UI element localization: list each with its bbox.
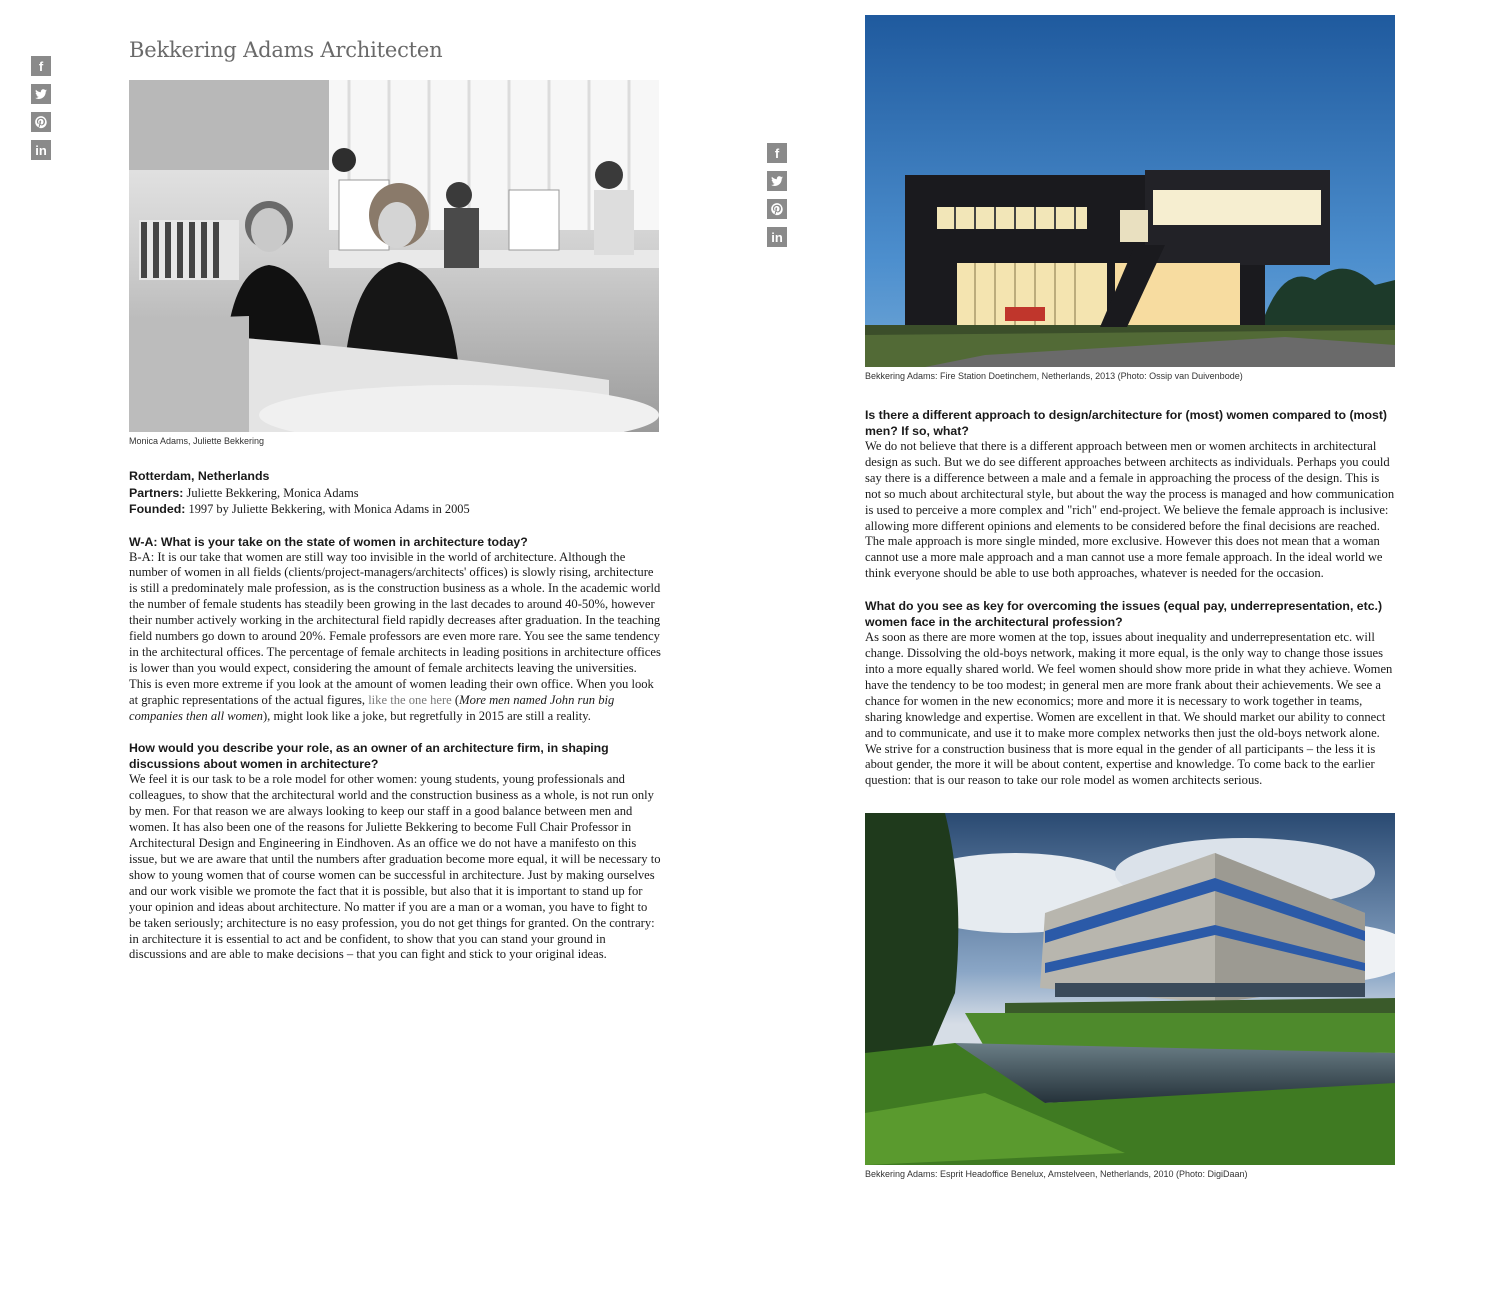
answer-text: We feel it is our task to be a role model for other women: young students, young professionals and colleagues, to show that the architectural world and the construction business as a whole, is not run only by men. For that reason we are always looking to keep our staff in a good balance between men and women. It has also been one of the reasons for Juliette Bekkering to become Full Chair Professor in Architectural Design and Engineering in Eindhoven. As an office we do not have a manifesto on this issue, but we are aware that until the numbers after graduation become more equal, it will be necessary to show to young women that of course women can be successful in architecture. Just by making ourselves and our work visible we promote the fact that it is possible, but also that it is important to stand up for your opinion and ideas about architecture. No matter if you are a man or a woman, you have to fight to be taken seriously; architecture is no easy profession, you do not get things for granted. On the contrary: in architecture it is essential to act and be confident, to show that you can stand your ground in discussions and are able to make decisions – that you can fight and stick to your original ideas. xyxy=(129,772,661,962)
fire-station-caption: Bekkering Adams: Fire Station Doetinchem, Netherlands, 2013 (Photo: Ossip van Duivenbode) xyxy=(865,371,1243,381)
esprit-headoffice-photo xyxy=(865,813,1395,1165)
qa-3 xyxy=(865,407,1397,582)
portrait-caption: Monica Adams, Juliette Bekkering xyxy=(129,436,265,446)
firm-location: Rotterdam, Netherlands xyxy=(129,469,270,483)
twitter-icon[interactable] xyxy=(31,84,51,104)
answer-text: As soon as there are more women at the top, issues about inequality and underrepresentation etc. will change. Dissolving the old-boys network, making it more equal, is the only way to change those issues into a more equally shared world. We feel women should show more pride in what they achieve. Women have the tendency to be too modest; in general men are more frank about their achievements. We see a chance for women in the new economics; more and more it is necessary to work together in teams, sharing knowledge and expertise. Women are excellent in that. We should market our ability to connect and to communicate, and use it to make more complex networks then just the old-boys network alone. We strive for a construction business that is more equal in the gender of all participants – the less it is about gender, the more it will be about content, expertise and knowledge. To come back to the earlier question: that is our reason to take our role model as women architects serious. xyxy=(865,630,1393,788)
inline-link[interactable]: like the one here xyxy=(368,692,452,707)
answer-text: B-A: It is our take that women are still way too invisible in the world of architecture. Although the number of women in all fields (clients/project-managers/architects' offices) is slowly rising, architecture is still a predominately male profession, as is the construction business as a whole. In the academic world the number of female students has steadily been growing in the last decades to around 40-50%, however their number actively working in the architectural field rapidly decreases after graduation. In the teaching field numbers go down to around 20%. Female professors are even more rare. You see the same tendency in the architectural offices. The percentage of female architects in leading positions in architecture offices is lower than you would expect, considering the amount of female architects leaving the universities. This is even more extreme if you look at the amount of women leading their own office. When you look at graphic representations of the actual figures, like the one here (More men named John run big companies then all women), might look like a joke, but regretfully in 2015 are still a reality. xyxy=(129,549,661,723)
answer-text: We do not believe that there is a different approach between men or women architects in architectural design as such. But we do see different approaches between architects as individuals. Perhaps you could say there is a difference between a male and a female in approaching the process of the design. This is not so much about architectural style, but about the way the process is managed and how communication is used to perceive a more complex and "rich" end-project. We believe the female approach is inclusive: allowing more different opinions and elements to be considered before the final decisions are reached. The male approach is more single minded, more exclusive. However this does not mean that a woman cannot use a more male approach and a man cannot use a more female approach. In the ideal world we think everyone should be able to use both approaches, whatever is needed for the occasion. xyxy=(865,439,1395,581)
facebook-icon[interactable]: f xyxy=(767,143,787,163)
page-title: Bekkering Adams Architecten xyxy=(129,38,443,62)
pinterest-icon[interactable] xyxy=(31,112,51,132)
esprit-caption: Bekkering Adams: Esprit Headoffice Benelux, Amstelveen, Netherlands, 2010 (Photo: DigiDaan) xyxy=(865,1169,1248,1180)
facebook-icon[interactable]: f xyxy=(31,56,51,76)
firm-info xyxy=(129,468,661,518)
fire-station-photo xyxy=(865,15,1395,367)
question-heading: W-A: What is your take on the state of women in architecture today? xyxy=(129,534,528,549)
share-bar-left xyxy=(31,56,51,160)
article-right-column xyxy=(865,15,1397,1179)
firm-founded: Founded: 1997 by Juliette Bekkering, with Monica Adams in 2005 xyxy=(129,502,470,516)
qa-2 xyxy=(129,740,661,963)
question-heading: What do you see as key for overcoming the issues (equal pay, underrepresentation, etc.) women face in the architectural profession? xyxy=(865,599,1383,630)
question-heading: Is there a different approach to design/architecture for (most) women compared to (most) men? If so, what? xyxy=(865,408,1388,438)
linkedin-icon[interactable]: in xyxy=(31,140,51,160)
linkedin-icon[interactable]: in xyxy=(767,227,787,247)
portrait-photo xyxy=(129,80,659,432)
share-bar-right xyxy=(767,143,787,247)
qa-1 xyxy=(129,534,661,725)
qa-4 xyxy=(865,598,1397,789)
pinterest-icon[interactable] xyxy=(767,199,787,219)
question-heading: How would you describe your role, as an owner of an architecture firm, in shaping discussions about women in architecture? xyxy=(129,741,609,772)
article-left-column xyxy=(129,38,661,963)
twitter-icon[interactable] xyxy=(767,171,787,191)
firm-partners: Partners: Juliette Bekkering, Monica Adams xyxy=(129,485,359,500)
